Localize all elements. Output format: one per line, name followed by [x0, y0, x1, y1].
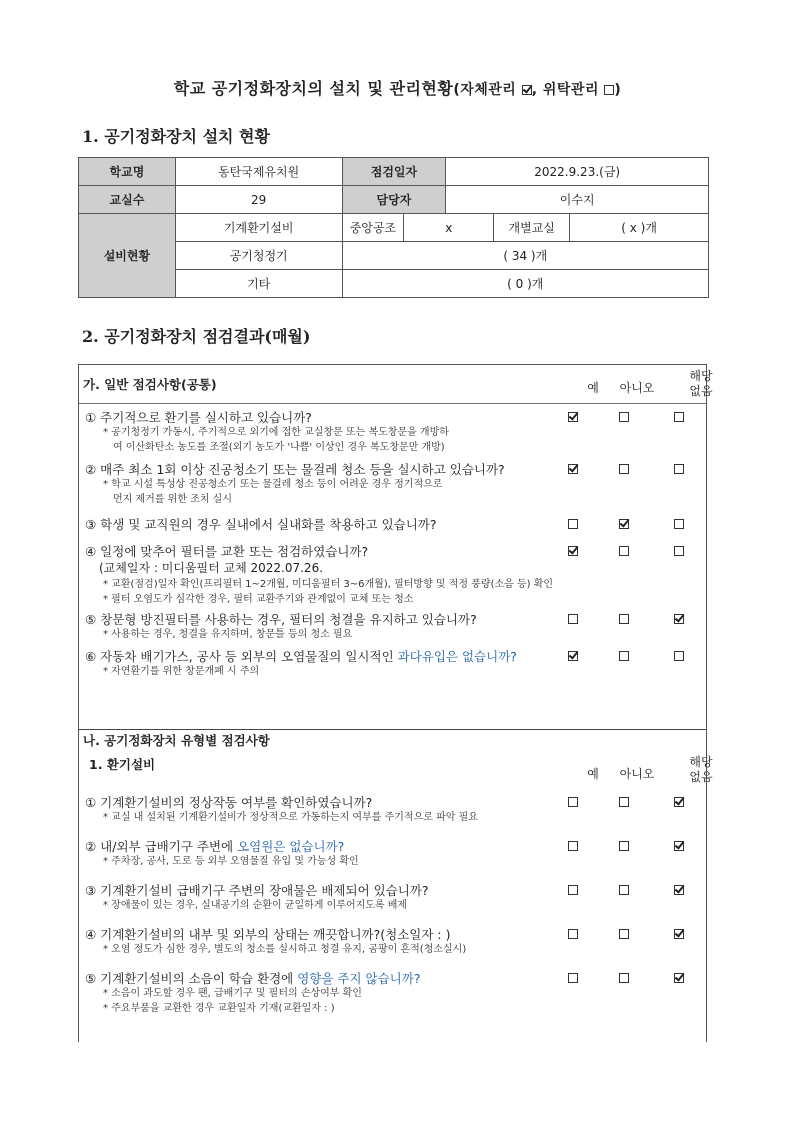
general-col-no: 아니오: [619, 381, 655, 395]
general-header-divider: [79, 403, 706, 404]
note-general_items-2-1: * 학교 시설 특성상 진공청소기 또는 물걸레 청소 등이 어려운 경우 정기적으로: [103, 479, 443, 490]
school-label: 학교명: [79, 158, 176, 186]
general_items-6-na-checkbox[interactable]: [674, 651, 684, 661]
question-general_items-3: [85, 515, 437, 533]
general_items-4-no-checkbox[interactable]: [619, 546, 629, 556]
title-main: 학교 공기정화장치의 설치 및 관리현황: [173, 79, 454, 98]
question-vent_items-5: [85, 969, 420, 987]
vent_items-5-yes-checkbox[interactable]: [568, 973, 578, 983]
individual-room-value: ( x )개: [570, 214, 709, 242]
question-general_items-6: [85, 647, 517, 665]
general_items-3-yes-checkbox[interactable]: [568, 519, 578, 529]
general_items-1-no-checkbox[interactable]: [619, 412, 629, 422]
date-label: 점검일자: [342, 158, 446, 186]
vent_items-3-na-checkbox[interactable]: [674, 885, 684, 895]
general-section-title: 가. 일반 점검사항(공통): [83, 377, 217, 392]
vent-col-na: 해당 없음: [689, 755, 713, 784]
rooms-value: 29: [175, 186, 342, 214]
vent_items-4-yes-checkbox[interactable]: [568, 929, 578, 939]
note-general_items-6-1: * 자연환기를 위한 창문개폐 시 주의: [103, 666, 260, 677]
individual-room-label: 개별교실: [494, 214, 570, 242]
vent_items-4-no-checkbox[interactable]: [619, 929, 629, 939]
note-vent_items-5-1: * 소음이 과도할 경우 팬, 급배기구 및 필터의 손상여부 확인: [103, 988, 362, 999]
question-text: ④ 기계환기설비의 내부 및 외부의 상태는 깨끗합니까?(청소일자 : ): [85, 927, 451, 942]
vent_items-2-yes-checkbox[interactable]: [568, 841, 578, 851]
section1-heading: 1. 공기정화장치 설치 현황: [82, 127, 270, 146]
install-status-table: [78, 157, 709, 298]
other-value: ( 0 )개: [342, 270, 708, 298]
date-value: 2022.9.23.(금): [446, 158, 709, 186]
type-section-title: 나. 공기정화장치 유형별 점검사항: [83, 733, 270, 748]
rooms-label: 교실수: [79, 186, 176, 214]
other-label: 기타: [175, 270, 342, 298]
question-text: ⑤ 기계환기설비의 소음이 학습 환경에: [85, 971, 298, 986]
vent-col-yes: 예: [587, 767, 599, 781]
note-general_items-5-1: * 사용하는 경우, 청결을 유지하며, 창문틀 등의 청소 필요: [103, 629, 353, 640]
question-detail-4: (교체일자 : 미디움필터 교체 2022.07.26.: [99, 561, 324, 575]
vent_items-4-na-checkbox[interactable]: [674, 929, 684, 939]
general_items-4-na-checkbox[interactable]: [674, 546, 684, 556]
vent_items-5-no-checkbox[interactable]: [619, 973, 629, 983]
general_items-1-yes-checkbox[interactable]: [568, 412, 578, 422]
vent_items-1-no-checkbox[interactable]: [619, 797, 629, 807]
central-label: 중앙공조: [342, 214, 404, 242]
title-self-managed: (자체관리: [453, 82, 517, 98]
general_items-2-yes-checkbox[interactable]: [568, 464, 578, 474]
question-text: ③ 학생 및 교직원의 경우 실내에서 실내화를 착용하고 있습니까?: [85, 517, 437, 532]
note-vent_items-5-2: * 주요부품을 교환한 경우 교환일자 기재(교환일자 : ): [103, 1003, 335, 1014]
question-general_items-1: [85, 408, 312, 426]
vent_items-3-yes-checkbox[interactable]: [568, 885, 578, 895]
vent_items-2-na-checkbox[interactable]: [674, 841, 684, 851]
question-text: ① 기계환기설비의 정상작동 여부를 확인하였습니까?: [85, 795, 373, 810]
purifier-value: ( 34 )개: [342, 242, 708, 270]
note-general_items-2-2: 먼지 제거를 위한 조치 실시: [113, 494, 232, 505]
general-col-na: 해당 없음: [689, 369, 713, 398]
general-col-yes: 예: [587, 381, 599, 395]
note-vent_items-1-1: * 교실 내 설치된 기계환기설비가 정상적으로 가동하는지 여부를 주기적으로 파악 필요: [103, 812, 478, 823]
question-vent_items-2: [85, 837, 344, 855]
note-general_items-1-1: * 공기청정기 가동시, 주기적으로 외기에 접한 교실창문 또는 복도창문을 개방하: [103, 427, 449, 438]
question-vent_items-4: [85, 925, 450, 943]
general_items-2-no-checkbox[interactable]: [619, 464, 629, 474]
section2-heading: 2. 공기정화장치 점검결과(매월): [82, 327, 311, 346]
inspection-results-box: [78, 364, 713, 1042]
question-text: ① 주기적으로 환기를 실시하고 있습니까?: [85, 410, 312, 425]
general_items-4-yes-checkbox[interactable]: [568, 546, 578, 556]
purifier-label: 공기청정기: [175, 242, 342, 270]
general_items-3-na-checkbox[interactable]: [674, 519, 684, 529]
general_items-2-na-checkbox[interactable]: [674, 464, 684, 474]
vent_items-3-no-checkbox[interactable]: [619, 885, 629, 895]
manager-value: 이수지: [446, 186, 709, 214]
general_items-6-yes-checkbox[interactable]: [568, 651, 578, 661]
question-general_items-5: [85, 610, 477, 628]
vent-col-no: 아니오: [619, 767, 655, 781]
question-text: ④ 일정에 맞추어 필터를 교환 또는 점검하였습니까?: [85, 544, 369, 559]
question-highlight: 오염원은 없습니까?: [237, 839, 345, 854]
question-text: ② 매주 최소 1회 이상 진공청소기 또는 물걸레 청소 등을 실시하고 있습니까?: [85, 462, 505, 477]
title-outsourced: , 위탁관리: [531, 82, 599, 98]
general_items-1-na-checkbox[interactable]: [674, 412, 684, 422]
note-general_items-1-2: 여 이산화탄소 농도를 조절(외기 농도가 '나쁨' 이상인 경우 복도창문만 개방): [113, 442, 445, 453]
question-general_items-4: [85, 542, 368, 560]
note-general_items-4-2: * 필터 오염도가 심각한 경우, 필터 교환주기와 관계없이 교체 또는 청소: [103, 594, 414, 605]
general_items-3-no-checkbox[interactable]: [619, 519, 629, 529]
title-paren: ): [614, 82, 622, 98]
note-vent_items-3-1: * 장애물이 있는 경우, 실내공기의 순환이 균일하게 이루어지도록 배제: [103, 900, 408, 911]
vent_items-5-na-checkbox[interactable]: [674, 973, 684, 983]
self-managed-checkbox[interactable]: [522, 85, 532, 95]
question-vent_items-1: [85, 793, 372, 811]
question-text: ⑥ 자동차 배기가스, 공사 등 외부의 오염물질의 일시적인: [85, 649, 398, 664]
note-vent_items-4-1: * 오염 정도가 심한 경우, 별도의 청소를 실시하고 청결 유지, 곰팡이 흔적(청소실시): [103, 944, 467, 955]
manager-label: 담당자: [342, 186, 446, 214]
question-text: ⑤ 창문형 방진필터를 사용하는 경우, 필터의 청결을 유지하고 있습니까?: [85, 612, 477, 627]
question-text: ③ 기계환기설비 급배기구 주변의 장애물은 배제되어 있습니까?: [85, 883, 429, 898]
question-highlight: 과다유입은 없습니까?: [397, 649, 517, 664]
general_items-5-no-checkbox[interactable]: [619, 614, 629, 624]
equipment-label: 설비현황: [79, 214, 176, 298]
mech-vent-label: 기계환기설비: [175, 214, 342, 242]
note-general_items-4-1: * 교환(점검)일자 확인(프리필터 1~2개월, 미디움필터 3~6개월), 필터방향 및 적정 풍량(소음 등) 확인: [103, 579, 554, 590]
school-value: 동탄국제유치원: [175, 158, 342, 186]
document-title: [0, 76, 795, 99]
question-vent_items-3: [85, 881, 429, 899]
vent_items-2-no-checkbox[interactable]: [619, 841, 629, 851]
question-text: ② 내/외부 급배기구 주변에: [85, 839, 238, 854]
type-section-divider: [79, 729, 706, 730]
central-value: x: [404, 214, 494, 242]
note-vent_items-2-1: * 주차장, 공사, 도로 등 외부 오염물질 유입 및 가능성 확인: [103, 856, 359, 867]
general_items-5-na-checkbox[interactable]: [674, 614, 684, 624]
vent_items-1-na-checkbox[interactable]: [674, 797, 684, 807]
question-general_items-2: [85, 460, 505, 478]
general_items-5-yes-checkbox[interactable]: [568, 614, 578, 624]
vent_items-1-yes-checkbox[interactable]: [568, 797, 578, 807]
general_items-6-no-checkbox[interactable]: [619, 651, 629, 661]
vent-section-title: 1. 환기설비: [89, 757, 156, 772]
question-highlight: 영향을 주지 않습니까?: [297, 971, 421, 986]
outsourced-checkbox[interactable]: [604, 85, 614, 95]
